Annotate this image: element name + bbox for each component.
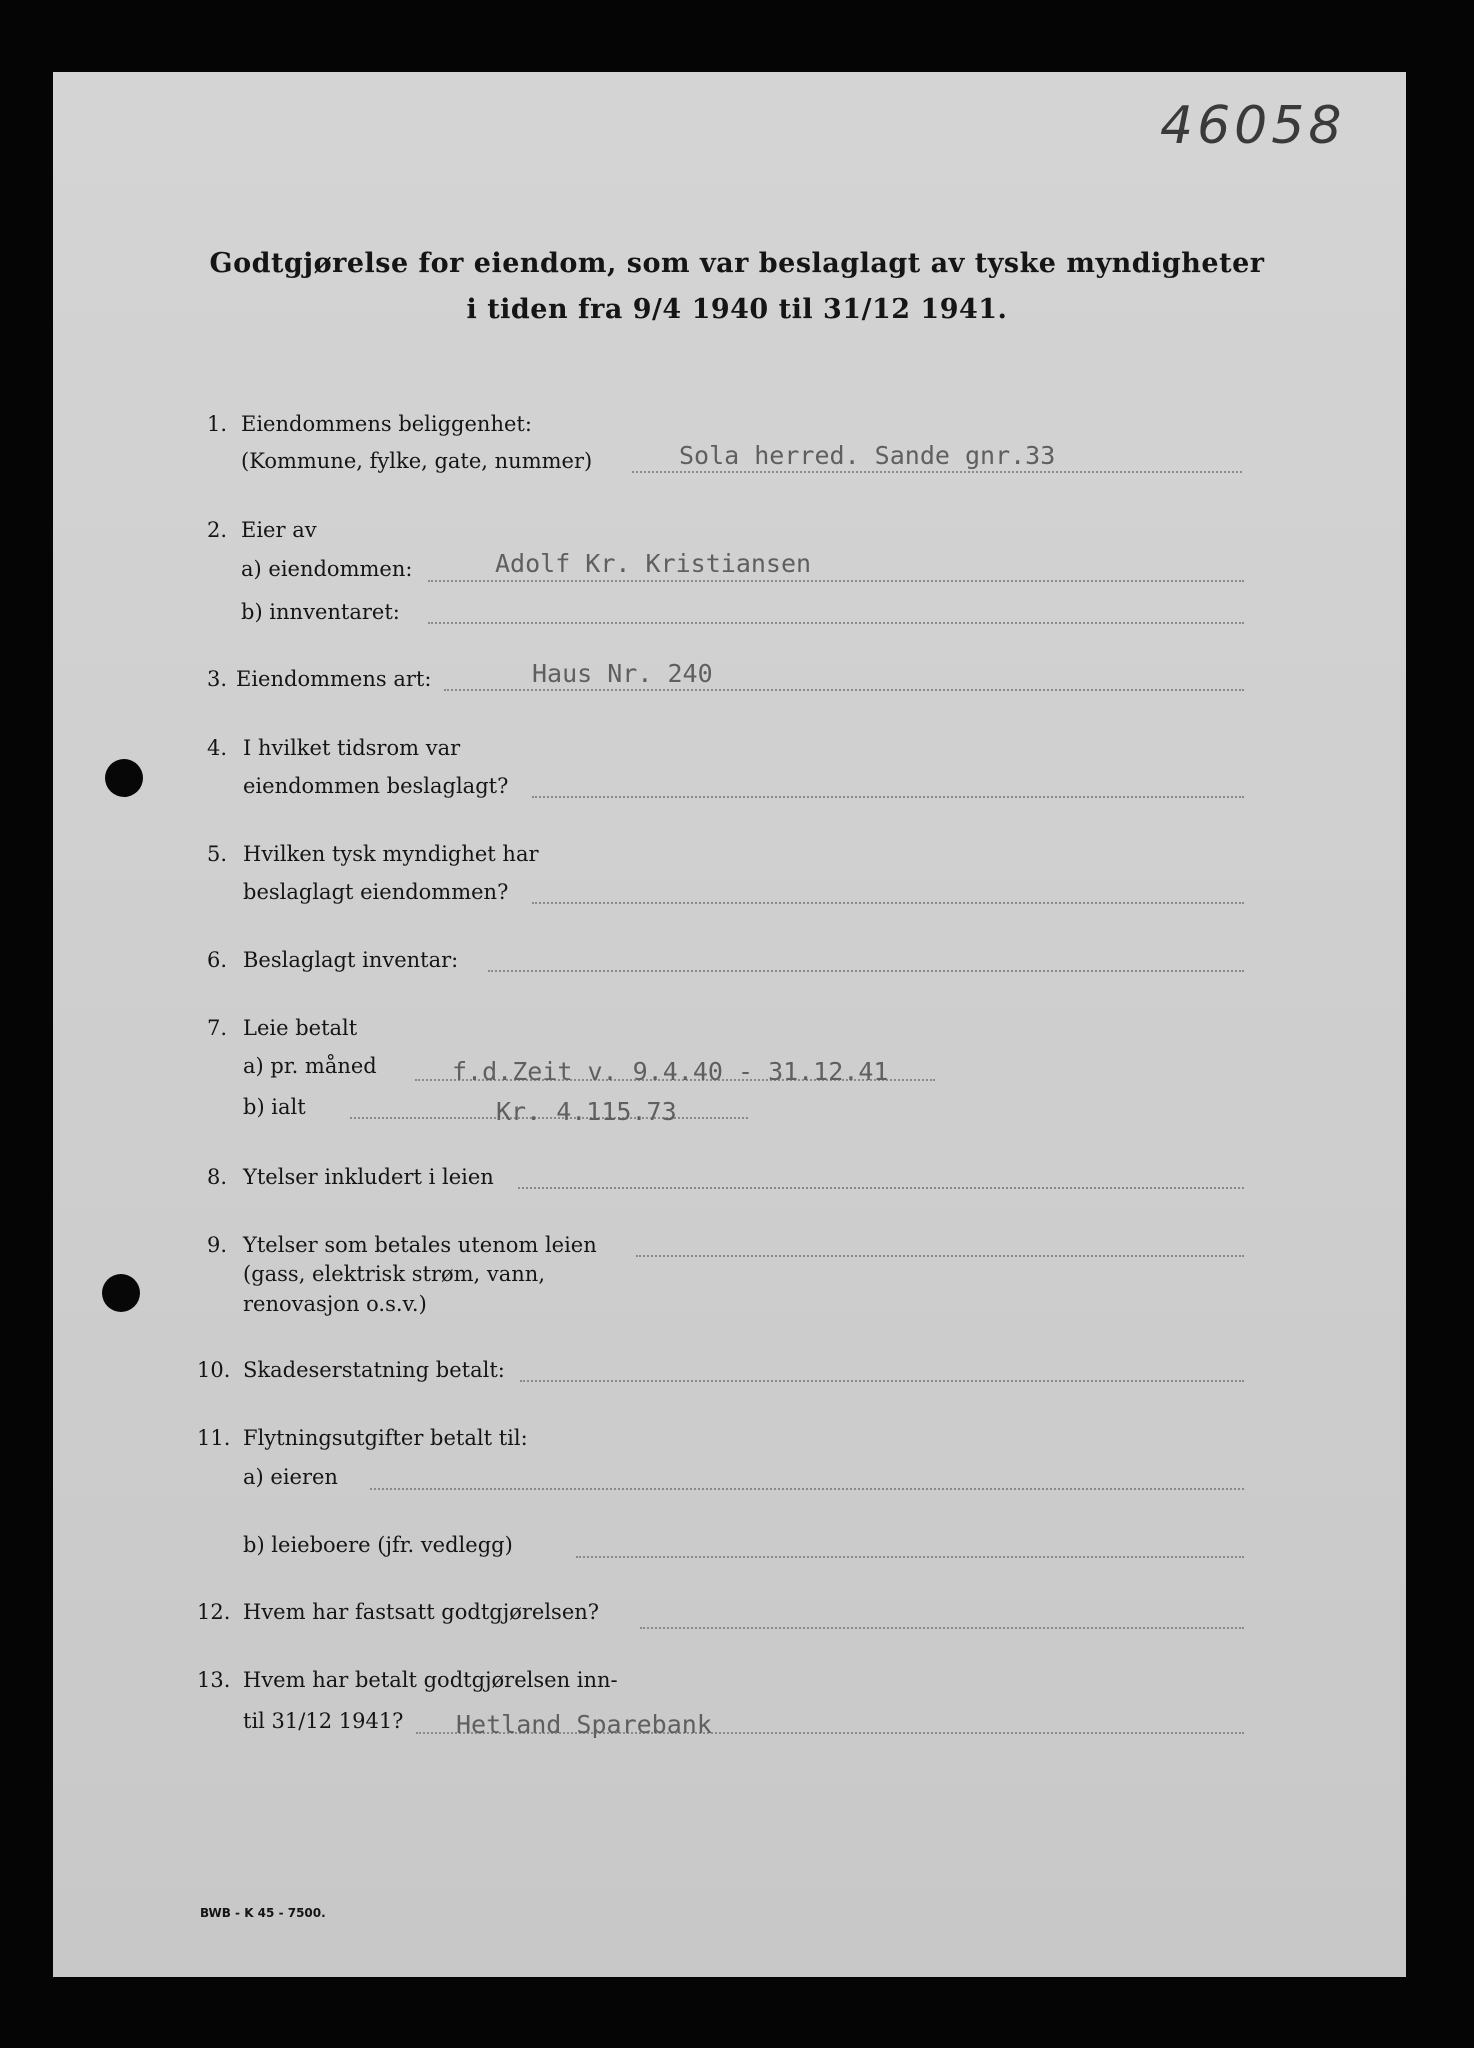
q11-number: 11. <box>197 1426 231 1450</box>
q3-number: 3. <box>207 667 228 691</box>
q13-sublabel: til 31/12 1941? <box>243 1709 404 1733</box>
q7-label: Leie betalt <box>243 1016 358 1040</box>
q6-answer-line[interactable] <box>488 970 1244 972</box>
q11b-answer-line[interactable] <box>576 1556 1244 1558</box>
q2-label: Eier av <box>241 518 317 542</box>
q1-answer-line[interactable] <box>632 471 1242 473</box>
q1-label: Eiendommens beliggenhet: <box>241 412 532 436</box>
q3-answer: Haus Nr. 240 <box>532 659 713 688</box>
q4-label: I hvilket tidsrom var <box>243 736 461 760</box>
q9-sublabel-2: renovasjon o.s.v.) <box>243 1292 427 1316</box>
q9-number: 9. <box>207 1233 228 1257</box>
print-code: BWB - K 45 - 7500. <box>200 1906 326 1920</box>
q5-label: Hvilken tysk myndighet har <box>243 842 539 866</box>
q6-number: 6. <box>207 948 228 972</box>
q8-label: Ytelser inkludert i leien <box>243 1165 494 1189</box>
q11b-label: b) leieboere (jfr. vedlegg) <box>243 1533 513 1557</box>
q13-answer: Hetland Sparebank <box>456 1710 712 1739</box>
q11-label: Flytningsutgifter betalt til: <box>243 1426 528 1450</box>
form-title-line-1: Godtgjørelse for eiendom, som var beslaglagt av tyske myndigheter <box>209 248 1265 279</box>
q7a-label: a) pr. måned <box>243 1054 377 1078</box>
q13-number: 13. <box>197 1668 231 1692</box>
q2a-answer-line[interactable] <box>428 580 1244 582</box>
q6-label: Beslaglagt inventar: <box>243 948 459 972</box>
form-title-line-2: i tiden fra 9/4 1940 til 31/12 1941. <box>466 294 1008 325</box>
q11a-label: a) eieren <box>243 1465 338 1489</box>
q1-answer: Sola herred. Sande gnr.33 <box>679 441 1056 470</box>
q9-sublabel-1: (gass, elektrisk strøm, vann, <box>243 1262 545 1286</box>
q5-number: 5. <box>207 842 228 866</box>
q2-number: 2. <box>207 518 228 542</box>
q13-label: Hvem har betalt godtgjørelsen inn- <box>243 1668 618 1692</box>
q4-answer-line[interactable] <box>532 796 1244 798</box>
q12-label: Hvem har fastsatt godtgjørelsen? <box>243 1600 600 1624</box>
q5-answer-line[interactable] <box>532 902 1244 904</box>
q2b-answer-line[interactable] <box>428 622 1244 624</box>
q1-number: 1. <box>207 412 228 436</box>
q10-answer-line[interactable] <box>520 1380 1244 1382</box>
q2a-label: a) eiendommen: <box>241 557 413 581</box>
q8-answer-line[interactable] <box>518 1187 1244 1189</box>
q1-sublabel: (Kommune, fylke, gate, nummer) <box>241 449 593 473</box>
q4-number: 4. <box>207 736 228 760</box>
q4-sublabel: eiendommen beslaglagt? <box>243 774 509 798</box>
q9-label: Ytelser som betales utenom leien <box>243 1233 597 1257</box>
q7b-answer: Kr. 4.115.73 <box>496 1097 677 1126</box>
q12-answer-line[interactable] <box>640 1627 1244 1629</box>
q9-answer-line[interactable] <box>636 1255 1244 1257</box>
q7a-answer: f.d.Zeit v. 9.4.40 - 31.12.41 <box>452 1057 889 1086</box>
punch-hole <box>105 759 143 797</box>
q10-number: 10. <box>197 1358 231 1382</box>
q3-label: Eiendommens art: <box>236 667 432 691</box>
q2b-label: b) innventaret: <box>241 600 400 624</box>
q12-number: 12. <box>197 1600 231 1624</box>
q10-label: Skadeserstatning betalt: <box>243 1358 505 1382</box>
punch-hole <box>102 1274 140 1312</box>
q7-number: 7. <box>207 1016 228 1040</box>
q7b-label: b) ialt <box>243 1095 306 1119</box>
q11a-answer-line[interactable] <box>370 1488 1244 1490</box>
archive-number: 46058 <box>1160 96 1346 156</box>
q2a-answer: Adolf Kr. Kristiansen <box>495 549 812 578</box>
q3-answer-line[interactable] <box>444 689 1244 691</box>
q5-sublabel: beslaglagt eiendommen? <box>243 880 509 904</box>
q8-number: 8. <box>207 1165 228 1189</box>
